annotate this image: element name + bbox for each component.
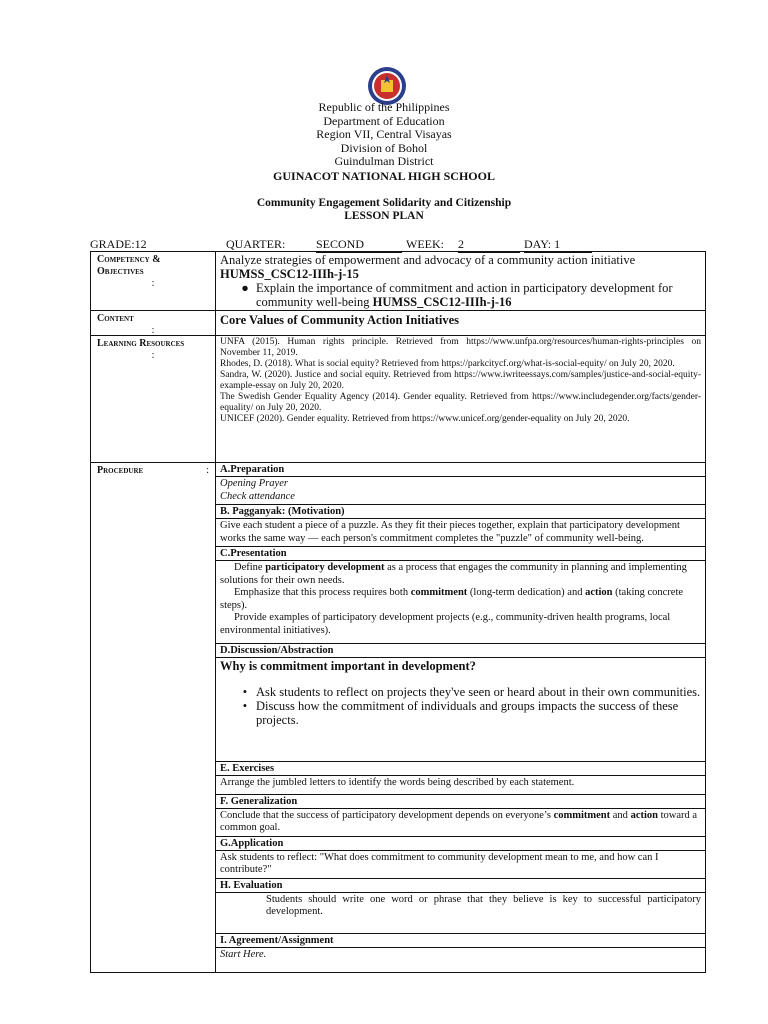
section-i-title: I. Agreement/Assignment — [216, 934, 705, 948]
section-f-title: F. Generalization — [216, 795, 705, 809]
resource-item: The Swedish Gender Equality Agency (2014). Gender equality. Retrieved from https://www.includegender.org/facts/gender-equality/ on July 20, 2020. — [220, 392, 701, 413]
resource-item: UNFA (2015). Human rights principle. Retrieved from https://www.unfpa.org/resources/human-rights-principles on November 11, 2019. — [220, 337, 701, 358]
day-label: DAY: 1 — [524, 237, 592, 253]
competency-label: Competency & Objectives : — [91, 252, 216, 310]
school-name: GUINACOT NATIONAL HIGH SCHOOL — [273, 168, 495, 183]
section-a-body: Opening Prayer Check attendance — [216, 477, 705, 505]
document-header — [0, 101, 768, 184]
header-line: Division of Bohol — [340, 140, 428, 155]
quarter-value: SECOND — [316, 237, 402, 253]
quarter-label: QUARTER: — [226, 237, 286, 251]
lesson-plan-table — [90, 251, 706, 973]
document-type: LESSON PLAN — [344, 210, 424, 222]
grade-label: GRADE:12 — [90, 237, 147, 251]
header-line: Republic of the Philippines — [318, 100, 450, 114]
bullet-icon: ● — [241, 281, 249, 295]
section-c-title: C.Presentation — [216, 547, 705, 561]
competency-code: HUMSS_CSC12-IIIh-j-15 — [220, 267, 359, 281]
bullet-icon: • — [242, 699, 248, 713]
resources-row — [91, 336, 705, 463]
content-row — [91, 311, 705, 336]
week-label: WEEK: — [406, 237, 444, 251]
section-e-title: E. Exercises — [216, 762, 705, 776]
procedure-content — [216, 463, 705, 972]
bullet-icon: • — [242, 685, 248, 699]
section-e-body: Arrange the jumbled letters to identify the words being described by each statement. — [216, 776, 705, 795]
discussion-question: Why is commitment important in development? — [220, 659, 476, 673]
resource-item: Sandra, W. (2020). Justice and social equity. Retrieved from https://www.iwriteessays.com/samples/justice-and-social-equity-example-essay on July 20, 2020. — [220, 370, 701, 391]
procedure-row — [91, 463, 705, 972]
objective-item: ● Explain the importance of commitment and action in participatory development for community well-being HUMSS_CSC12-IIIh-j-16 — [220, 281, 701, 309]
content-label: Content : — [91, 311, 216, 335]
resource-item: UNICEF (2020). Gender equality. Retrieved from https://www.unicef.org/gender-equality on July 20, 2020. — [220, 414, 630, 424]
week-value: 2 — [458, 237, 520, 253]
resources-list — [216, 336, 705, 462]
header-line: Region VII, Central Visayas — [316, 127, 452, 142]
content-title: Core Values of Community Action Initiatives — [220, 313, 460, 327]
lesson-meta — [90, 237, 730, 251]
section-g-title: G.Application — [216, 837, 705, 851]
subject-title: Community Engagement Solidarity and Citizenship — [256, 197, 512, 209]
section-g-body: Ask students to reflect: "What does commitment to community development mean to me, and how can I contribute?" — [216, 851, 705, 879]
section-b-title: B. Pagganyak: (Motivation) — [216, 505, 705, 519]
resources-label: Learning Resources : — [91, 336, 216, 462]
section-d-body — [216, 658, 705, 762]
lesson-title — [0, 197, 768, 223]
procedure-label: Procedure : — [91, 463, 216, 972]
section-a-title: A.Preparation — [216, 463, 705, 477]
section-h-title: H. Evaluation — [216, 879, 705, 893]
discussion-item: • Discuss how the commitment of individuals and groups impacts the success of these projects. — [220, 699, 701, 727]
section-d-title: D.Discussion/Abstraction — [216, 644, 705, 658]
header-line: Guindulman District — [334, 154, 434, 169]
resource-item: Rhodes, D. (2018). What is social equity? Retrieved from https://parkcitycf.org/what-is-social-equity/ on July 20, 2020. — [220, 359, 675, 369]
discussion-item: • Ask students to reflect on projects they've seen or heard about in their own communities. — [220, 685, 701, 699]
section-c-body: Define participatory development as a process that engages the community in planning and implementing solutions for their own needs. Emphasize that this process requires both commitment (long-term dedication) and action (taking concrete steps). Provide examples of participatory development projects (e.g., community-driven health programs, local environmental initiatives). — [216, 561, 705, 644]
section-i-body: Start Here. — [220, 948, 267, 960]
section-b-body: Give each student a piece of a puzzle. As they fit their pieces together, explain that participatory development works the same way — each person's commitment completes the "puzzle" of community well-being. — [216, 519, 705, 547]
competency-text: Analyze strategies of empowerment and advocacy of a community action initiative — [220, 253, 636, 267]
section-f-body: Conclude that the success of participatory development depends on everyone’s commitment and action toward a common goal. — [216, 809, 705, 837]
section-h-body: Students should write one word or phrase that they believe is key to successful participatory development. — [216, 893, 705, 934]
competency-row — [91, 252, 705, 311]
header-line: Department of Education — [323, 113, 445, 128]
